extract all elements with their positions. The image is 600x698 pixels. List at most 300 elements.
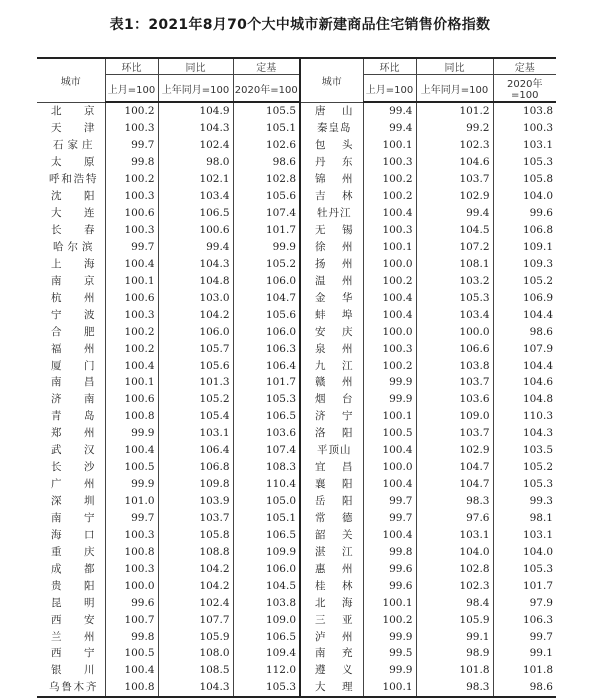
yoy-left-cell: 104.9 (158, 102, 233, 120)
city-left-cell: 济南 (37, 391, 105, 408)
mom-left-cell: 99.7 (105, 137, 158, 154)
yoy-right-cell: 104.7 (416, 459, 493, 476)
yoy-right-cell: 104.5 (416, 222, 493, 239)
city-right-cell: 金华 (300, 289, 363, 306)
yoy-left-cell: 105.7 (158, 340, 233, 357)
mom-left-cell: 100.2 (105, 340, 158, 357)
city-right-cell: 岳阳 (300, 493, 363, 510)
yoy-left-cell: 104.3 (158, 120, 233, 137)
yoy-right-cell: 104.0 (416, 543, 493, 560)
city-right-cell: 牡丹江 (300, 205, 363, 222)
yoy-right-cell: 98.9 (416, 645, 493, 662)
city-left-cell: 长沙 (37, 459, 105, 476)
base-right-cell: 104.6 (493, 374, 556, 391)
base-right-cell: 98.6 (493, 323, 556, 340)
yoy-left-cell: 105.9 (158, 628, 233, 645)
yoy-right-cell: 100.0 (416, 323, 493, 340)
table-row (37, 340, 556, 357)
table-row (37, 391, 556, 408)
yoy-right-cell: 98.3 (416, 679, 493, 697)
table-row (37, 442, 556, 459)
city-left-cell: 沈阳 (37, 188, 105, 205)
mom-right-cell: 99.6 (363, 560, 416, 577)
city-right-cell: 无锡 (300, 222, 363, 239)
yoy-left-cell: 102.1 (158, 171, 233, 188)
yoy-left-cell: 100.6 (158, 222, 233, 239)
base-left-cell: 106.0 (233, 272, 300, 289)
yoy-right-cell: 102.3 (416, 137, 493, 154)
base-right-cell: 105.2 (493, 272, 556, 289)
city-left-cell: 青岛 (37, 408, 105, 425)
base-right-cell: 103.1 (493, 526, 556, 543)
mom-right-cell: 99.9 (363, 662, 416, 679)
city-right-cell: 温州 (300, 272, 363, 289)
header-row-main (37, 58, 556, 75)
yoy-left-cell: 103.0 (158, 289, 233, 306)
base-right-cell: 104.4 (493, 306, 556, 323)
yoy-left-cell: 105.8 (158, 526, 233, 543)
mom-left-cell: 100.4 (105, 357, 158, 374)
base-right-cell: 104.8 (493, 391, 556, 408)
table-body (37, 102, 556, 697)
mom-left-cell: 100.6 (105, 205, 158, 222)
base-left-cell: 109.9 (233, 543, 300, 560)
city-right-cell: 洛阳 (300, 425, 363, 442)
base-left-cell: 106.5 (233, 628, 300, 645)
mom-left-cell: 100.5 (105, 459, 158, 476)
city-left-cell: 厦门 (37, 357, 105, 374)
base-left-cell: 102.6 (233, 137, 300, 154)
base-left-cell: 103.6 (233, 425, 300, 442)
base-right-cell: 105.3 (493, 560, 556, 577)
city-left-cell: 西宁 (37, 645, 105, 662)
base-left-cell: 101.7 (233, 374, 300, 391)
mom-right-cell: 100.2 (363, 611, 416, 628)
table-row (37, 662, 556, 679)
base-right-cell: 106.3 (493, 611, 556, 628)
yoy-right-cell: 98.4 (416, 594, 493, 611)
mom-right-cell: 100.3 (363, 154, 416, 171)
yoy-right-cell: 103.6 (416, 391, 493, 408)
mom-right-cell: 100.1 (363, 239, 416, 256)
city-right-cell: 遵义 (300, 662, 363, 679)
mom-right-cell: 100.2 (363, 171, 416, 188)
base-left-cell: 109.4 (233, 645, 300, 662)
city-left-cell: 西安 (37, 611, 105, 628)
base-right-cell: 106.9 (493, 289, 556, 306)
yoy-right-cell: 98.3 (416, 493, 493, 510)
yoy-right-cell: 107.2 (416, 239, 493, 256)
mom-left-cell: 99.9 (105, 476, 158, 493)
city-right-cell: 赣州 (300, 374, 363, 391)
base-left-cell: 104.5 (233, 577, 300, 594)
mom-left-cell: 100.4 (105, 662, 158, 679)
city-right-cell: 安庆 (300, 323, 363, 340)
mom-right-cell: 100.4 (363, 205, 416, 222)
yoy-left-cell: 106.5 (158, 205, 233, 222)
header-city-right: 城市 (300, 58, 363, 102)
mom-right-cell: 100.1 (363, 594, 416, 611)
base-left-cell: 106.5 (233, 526, 300, 543)
yoy-right-cell: 102.9 (416, 188, 493, 205)
base-left-cell: 105.0 (233, 493, 300, 510)
table-row (37, 408, 556, 425)
mom-left-cell: 99.8 (105, 628, 158, 645)
yoy-left-cell: 103.1 (158, 425, 233, 442)
yoy-right-cell: 97.6 (416, 510, 493, 527)
base-right-cell: 105.8 (493, 171, 556, 188)
header-yoy-right: 同比 (416, 58, 493, 75)
city-left-cell: 海口 (37, 526, 105, 543)
mom-right-cell: 99.5 (363, 645, 416, 662)
mom-right-cell: 99.6 (363, 577, 416, 594)
base-right-cell: 109.1 (493, 239, 556, 256)
city-right-cell: 韶关 (300, 526, 363, 543)
table-row (37, 645, 556, 662)
mom-left-cell: 100.3 (105, 306, 158, 323)
table-row (37, 357, 556, 374)
yoy-left-cell: 104.8 (158, 272, 233, 289)
city-right-cell: 泸州 (300, 628, 363, 645)
base-right-cell: 109.3 (493, 255, 556, 272)
base-right-cell: 100.3 (493, 120, 556, 137)
header-yoy-sub-left: 上年同月=100 (158, 75, 233, 103)
table-row (37, 425, 556, 442)
city-left-cell: 哈尔滨 (37, 239, 105, 256)
mom-right-cell: 100.1 (363, 408, 416, 425)
base-right-cell: 99.1 (493, 645, 556, 662)
base-right-cell: 103.1 (493, 137, 556, 154)
base-left-cell: 103.8 (233, 594, 300, 611)
yoy-left-cell: 102.4 (158, 137, 233, 154)
base-left-cell: 105.1 (233, 510, 300, 527)
base-right-cell: 106.8 (493, 222, 556, 239)
base-right-cell: 107.9 (493, 340, 556, 357)
yoy-left-cell: 103.9 (158, 493, 233, 510)
base-left-cell: 105.5 (233, 102, 300, 120)
base-left-cell: 106.0 (233, 560, 300, 577)
yoy-right-cell: 103.4 (416, 306, 493, 323)
table-row (37, 120, 556, 137)
yoy-left-cell: 105.4 (158, 408, 233, 425)
city-right-cell: 常德 (300, 510, 363, 527)
table-row (37, 205, 556, 222)
mom-right-cell: 100.4 (363, 289, 416, 306)
yoy-right-cell: 103.2 (416, 272, 493, 289)
base-right-cell: 99.7 (493, 628, 556, 645)
table-row (37, 560, 556, 577)
city-right-cell: 平顶山 (300, 442, 363, 459)
mom-left-cell: 100.5 (105, 645, 158, 662)
city-right-cell: 宜昌 (300, 459, 363, 476)
mom-left-cell: 100.2 (105, 102, 158, 120)
table-row (37, 137, 556, 154)
mom-right-cell: 100.3 (363, 222, 416, 239)
base-right-cell: 99.3 (493, 493, 556, 510)
base-right-cell: 105.2 (493, 459, 556, 476)
yoy-left-cell: 103.7 (158, 510, 233, 527)
header-mom-sub-right: 上月=100 (363, 75, 416, 103)
table-row (37, 476, 556, 493)
table-title: 表1：2021年8月70个大中城市新建商品住宅销售价格指数 (109, 17, 491, 33)
base-right-cell: 101.7 (493, 577, 556, 594)
mom-right-cell: 99.4 (363, 102, 416, 120)
base-left-cell: 105.6 (233, 188, 300, 205)
yoy-right-cell: 102.9 (416, 442, 493, 459)
yoy-right-cell: 102.3 (416, 577, 493, 594)
table-row (37, 306, 556, 323)
mom-right-cell: 100.3 (363, 340, 416, 357)
yoy-left-cell: 107.7 (158, 611, 233, 628)
base-right-cell: 104.0 (493, 543, 556, 560)
mom-left-cell: 100.4 (105, 255, 158, 272)
yoy-right-cell: 109.0 (416, 408, 493, 425)
header-base-right: 定基 (493, 58, 556, 75)
mom-right-cell: 99.4 (363, 120, 416, 137)
mom-left-cell: 100.1 (105, 272, 158, 289)
base-right-cell: 98.1 (493, 510, 556, 527)
mom-left-cell: 101.0 (105, 493, 158, 510)
city-left-cell: 成都 (37, 560, 105, 577)
mom-right-cell: 99.9 (363, 391, 416, 408)
base-right-cell: 97.9 (493, 594, 556, 611)
city-right-cell: 蚌埠 (300, 306, 363, 323)
mom-left-cell: 100.3 (105, 526, 158, 543)
table-row (37, 679, 556, 697)
mom-left-cell: 100.1 (105, 374, 158, 391)
mom-left-cell: 100.3 (105, 560, 158, 577)
table-row (37, 272, 556, 289)
yoy-right-cell: 105.3 (416, 289, 493, 306)
mom-right-cell: 100.2 (363, 357, 416, 374)
base-left-cell: 112.0 (233, 662, 300, 679)
yoy-left-cell: 106.8 (158, 459, 233, 476)
mom-left-cell: 99.7 (105, 510, 158, 527)
base-left-cell: 106.0 (233, 323, 300, 340)
base-right-cell: 104.4 (493, 357, 556, 374)
base-right-cell: 99.6 (493, 205, 556, 222)
yoy-left-cell: 102.4 (158, 594, 233, 611)
mom-left-cell: 99.9 (105, 425, 158, 442)
table-row (37, 628, 556, 645)
table-row (37, 102, 556, 120)
table-row (37, 543, 556, 560)
yoy-left-cell: 108.5 (158, 662, 233, 679)
mom-left-cell: 100.6 (105, 391, 158, 408)
city-left-cell: 深圳 (37, 493, 105, 510)
base-left-cell: 105.3 (233, 391, 300, 408)
mom-left-cell: 100.6 (105, 289, 158, 306)
base-left-cell: 106.3 (233, 340, 300, 357)
yoy-left-cell: 108.8 (158, 543, 233, 560)
city-right-cell: 丹东 (300, 154, 363, 171)
header-base-left: 定基 (233, 58, 300, 75)
table-row (37, 239, 556, 256)
base-right-cell: 101.8 (493, 662, 556, 679)
header-mom-right: 环比 (363, 58, 416, 75)
city-left-cell: 武汉 (37, 442, 105, 459)
base-left-cell: 109.0 (233, 611, 300, 628)
city-right-cell: 襄阳 (300, 476, 363, 493)
header-base-sub-left: 2020年=100 (233, 75, 300, 103)
mom-left-cell: 100.3 (105, 120, 158, 137)
city-left-cell: 太原 (37, 154, 105, 171)
mom-left-cell: 99.8 (105, 154, 158, 171)
mom-left-cell: 99.7 (105, 239, 158, 256)
mom-right-cell: 100.5 (363, 425, 416, 442)
city-left-cell: 大连 (37, 205, 105, 222)
city-left-cell: 石家庄 (37, 137, 105, 154)
city-right-cell: 湛江 (300, 543, 363, 560)
mom-right-cell: 100.4 (363, 442, 416, 459)
mom-right-cell: 100.0 (363, 255, 416, 272)
base-right-cell: 98.6 (493, 679, 556, 697)
yoy-right-cell: 102.8 (416, 560, 493, 577)
yoy-left-cell: 106.0 (158, 323, 233, 340)
mom-right-cell: 99.7 (363, 510, 416, 527)
base-left-cell: 105.3 (233, 679, 300, 697)
yoy-right-cell: 105.9 (416, 611, 493, 628)
mom-right-cell: 100.4 (363, 476, 416, 493)
city-left-cell: 贵阳 (37, 577, 105, 594)
city-right-cell: 锦州 (300, 171, 363, 188)
mom-left-cell: 100.4 (105, 442, 158, 459)
yoy-left-cell: 99.4 (158, 239, 233, 256)
city-left-cell: 南京 (37, 272, 105, 289)
yoy-right-cell: 99.1 (416, 628, 493, 645)
yoy-right-cell: 106.6 (416, 340, 493, 357)
city-right-cell: 徐州 (300, 239, 363, 256)
city-right-cell: 济宁 (300, 408, 363, 425)
table-row (37, 577, 556, 594)
mom-right-cell: 100.2 (363, 272, 416, 289)
city-right-cell: 扬州 (300, 255, 363, 272)
mom-left-cell: 100.3 (105, 188, 158, 205)
base-right-cell: 105.3 (493, 154, 556, 171)
city-right-cell: 大理 (300, 679, 363, 697)
mom-right-cell: 99.9 (363, 374, 416, 391)
city-left-cell: 呼和浩特 (37, 171, 105, 188)
yoy-right-cell: 101.2 (416, 102, 493, 120)
table-row (37, 374, 556, 391)
base-left-cell: 98.6 (233, 154, 300, 171)
mom-right-cell: 100.2 (363, 188, 416, 205)
base-left-cell: 105.1 (233, 120, 300, 137)
table-row (37, 289, 556, 306)
mom-left-cell: 99.6 (105, 594, 158, 611)
mom-right-cell: 99.7 (363, 493, 416, 510)
yoy-left-cell: 109.8 (158, 476, 233, 493)
city-left-cell: 合肥 (37, 323, 105, 340)
yoy-right-cell: 101.8 (416, 662, 493, 679)
city-left-cell: 广州 (37, 476, 105, 493)
table-row (37, 611, 556, 628)
mom-left-cell: 100.2 (105, 171, 158, 188)
city-left-cell: 北京 (37, 102, 105, 120)
mom-left-cell: 100.8 (105, 543, 158, 560)
yoy-left-cell: 104.3 (158, 679, 233, 697)
yoy-left-cell: 101.3 (158, 374, 233, 391)
base-left-cell: 108.3 (233, 459, 300, 476)
city-left-cell: 昆明 (37, 594, 105, 611)
yoy-right-cell: 103.1 (416, 526, 493, 543)
base-left-cell: 106.4 (233, 357, 300, 374)
yoy-right-cell: 103.8 (416, 357, 493, 374)
base-left-cell: 104.7 (233, 289, 300, 306)
city-right-cell: 南充 (300, 645, 363, 662)
mom-right-cell: 100.1 (363, 679, 416, 697)
yoy-left-cell: 98.0 (158, 154, 233, 171)
table-row (37, 594, 556, 611)
header-mom-left: 环比 (105, 58, 158, 75)
base-right-cell: 105.3 (493, 476, 556, 493)
yoy-left-cell: 104.2 (158, 560, 233, 577)
yoy-left-cell: 106.4 (158, 442, 233, 459)
yoy-right-cell: 104.6 (416, 154, 493, 171)
city-right-cell: 九江 (300, 357, 363, 374)
base-left-cell: 102.8 (233, 171, 300, 188)
table-row (37, 526, 556, 543)
header-yoy-sub-right: 上年同月=100 (416, 75, 493, 103)
city-right-cell: 泉州 (300, 340, 363, 357)
yoy-left-cell: 105.2 (158, 391, 233, 408)
header-yoy-left: 同比 (158, 58, 233, 75)
table-row (37, 493, 556, 510)
mom-right-cell: 99.8 (363, 543, 416, 560)
mom-right-cell: 100.0 (363, 323, 416, 340)
yoy-left-cell: 104.2 (158, 577, 233, 594)
mom-right-cell: 100.4 (363, 306, 416, 323)
base-left-cell: 107.4 (233, 442, 300, 459)
table-row (37, 154, 556, 171)
mom-left-cell: 100.8 (105, 408, 158, 425)
base-right-cell: 104.3 (493, 425, 556, 442)
yoy-right-cell: 99.2 (416, 120, 493, 137)
city-left-cell: 南昌 (37, 374, 105, 391)
table-row (37, 255, 556, 272)
city-left-cell: 乌鲁木齐 (37, 679, 105, 697)
table-row (37, 459, 556, 476)
city-right-cell: 烟台 (300, 391, 363, 408)
mom-left-cell: 100.7 (105, 611, 158, 628)
table-row (37, 510, 556, 527)
header-mom-sub-left: 上月=100 (105, 75, 158, 103)
base-right-cell: 103.5 (493, 442, 556, 459)
city-left-cell: 宁波 (37, 306, 105, 323)
header-base-sub-right: 2020年=100 (493, 75, 556, 103)
base-right-cell: 104.0 (493, 188, 556, 205)
mom-right-cell: 100.1 (363, 137, 416, 154)
yoy-left-cell: 104.2 (158, 306, 233, 323)
city-left-cell: 郑州 (37, 425, 105, 442)
mom-left-cell: 100.3 (105, 222, 158, 239)
city-right-cell: 唐山 (300, 102, 363, 120)
city-left-cell: 福州 (37, 340, 105, 357)
city-left-cell: 重庆 (37, 543, 105, 560)
table-row (37, 222, 556, 239)
yoy-right-cell: 99.4 (416, 205, 493, 222)
yoy-right-cell: 103.7 (416, 425, 493, 442)
yoy-right-cell: 104.7 (416, 476, 493, 493)
yoy-left-cell: 103.4 (158, 188, 233, 205)
base-left-cell: 101.7 (233, 222, 300, 239)
yoy-left-cell: 105.6 (158, 357, 233, 374)
table-row (37, 323, 556, 340)
yoy-right-cell: 103.7 (416, 171, 493, 188)
city-right-cell: 桂林 (300, 577, 363, 594)
city-left-cell: 兰州 (37, 628, 105, 645)
base-left-cell: 99.9 (233, 239, 300, 256)
